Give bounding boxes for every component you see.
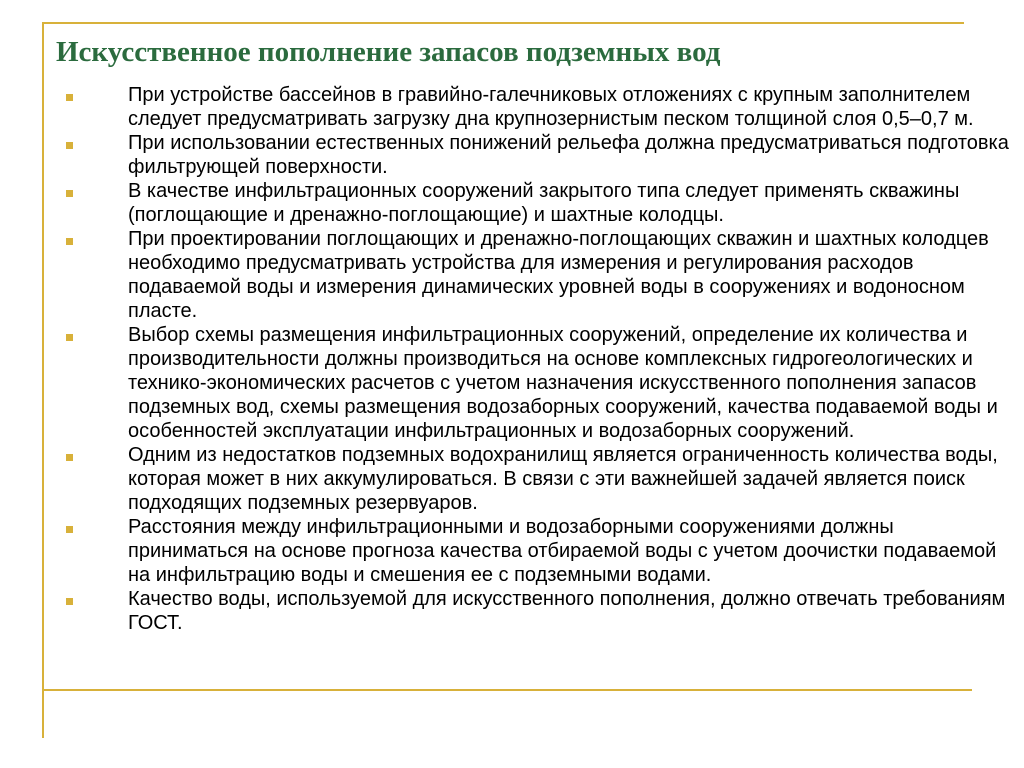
bullet-text: При проектировании поглощающих и дренажно-поглощающих скважин и шахтных колодцев необходимо предусматривать устройства для измерения и регулирования расходов подаваемой воды и измерения динамических уровней воды в сооружениях и водоносном пласте.: [128, 228, 989, 322]
bullet-text: При использовании естественных понижений рельефа должна предусматриваться подготовка фильтрующей поверхности.: [128, 132, 1009, 178]
square-bullet-icon: [66, 526, 73, 533]
square-bullet-icon: [66, 142, 73, 149]
bullet-item: [60, 515, 1018, 587]
square-bullet-icon: [66, 454, 73, 461]
bullet-text: Качество воды, используемой для искусственного пополнения, должно отвечать требованиям ГОСТ.: [128, 588, 1006, 634]
top-divider: [42, 22, 964, 24]
square-bullet-icon: [66, 334, 73, 341]
square-bullet-icon: [66, 94, 73, 101]
bullet-text: При устройстве бассейнов в гравийно-галечниковых отложениях с крупным заполнителем следует предусматривать загрузку дна крупнозернистым песком толщиной слоя 0,5–0,7 м.: [128, 84, 974, 130]
bullet-text: Выбор схемы размещения инфильтрационных сооружений, определение их количества и производительности должны производиться на основе комплексных гидрогеологических и технико-экономических расчетов с учетом назначения искусственного пополнения запасов подземных вод, схемы размещения водозаборных сооружений, качества подаваемой воды и особенностей эксплуатации инфильтрационных и водозаборных сооружений.: [128, 324, 998, 442]
bullet-text: Расстояния между инфильтрационными и водозаборными сооружениями должны приниматься на основе прогноза качества отбираемой воды с учетом доочистки подаваемой на инфильтрацию воды и смешения ее с подземными водами.: [128, 516, 997, 586]
slide-title: Искусственное пополнение запасов подземных вод: [56, 36, 721, 68]
bullet-text: В качестве инфильтрационных сооружений закрытого типа следует применять скважины (поглощающие и дренажно-поглощающие) и шахтные колодцы.: [128, 180, 960, 226]
bullet-text: Одним из недостатков подземных водохранилищ является ограниченность количества воды, которая может в них аккумулироваться. В связи с эти важнейшей задачей является поиск подходящих подземных резервуаров.: [128, 444, 998, 514]
bottom-divider: [42, 689, 972, 691]
bullet-item: [60, 83, 1018, 131]
bullet-item: [60, 587, 1018, 635]
bullet-item: [60, 323, 1018, 443]
bullet-item: [60, 131, 1018, 179]
square-bullet-icon: [66, 238, 73, 245]
square-bullet-icon: [66, 190, 73, 197]
bullet-item: [60, 443, 1018, 515]
bullet-item: [60, 179, 1018, 227]
square-bullet-icon: [66, 598, 73, 605]
bullet-item: [60, 227, 1018, 323]
left-divider: [42, 22, 44, 738]
bullet-list: [60, 83, 1018, 635]
